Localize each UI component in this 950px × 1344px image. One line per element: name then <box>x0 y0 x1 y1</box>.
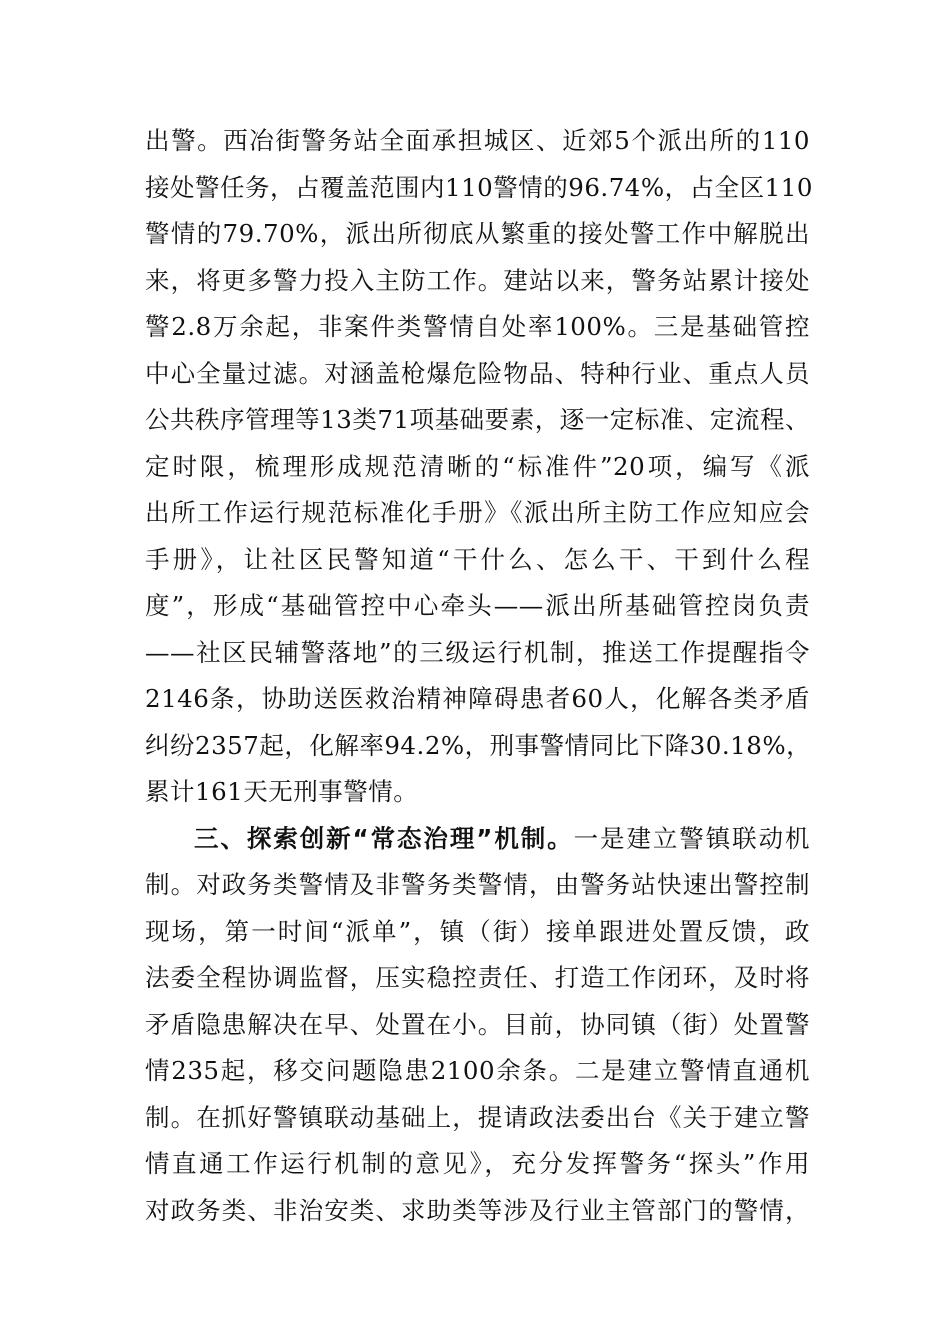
text-line: 警2.8万余起，非案件类警情自处率100%。三是基础管控 <box>145 312 810 341</box>
text-line: 手册》，让社区民警知道“干什么、怎么干、干到什么程 <box>145 544 810 574</box>
text-line: 累计161天无刑事警情。 <box>145 777 419 806</box>
text-line: 2146条，协助送医救治精神障碍患者60人，化解各类矛盾 <box>145 684 810 713</box>
text-line: 制。对政务类警情及非警务类警情，由警务站快速出警控制 <box>145 870 810 899</box>
text-line: 公共秩序管理等13类71项基础要素，逐一定标准、定流程、 <box>145 405 810 434</box>
section-first-line <box>145 816 810 863</box>
text-line: 定时限，梳理形成规范清晰的“标准件”20项，编写《派 <box>145 451 810 481</box>
text-line: 中心全量过滤。对涵盖枪爆危险物品、特种行业、重点人员 <box>145 358 810 388</box>
text-line: 接处警任务，占覆盖范围内110警情的96.74%，占全区110 <box>145 172 813 202</box>
text-line: 度”，形成“基础管控中心牵头——派出所基础管控岗负责 <box>145 591 810 620</box>
text-line: 法委全程协调监督，压实稳控责任、打造工作闭环，及时将 <box>145 963 810 992</box>
text-line: ——社区民辅警落地”的三级运行机制，推送工作提醒指令 <box>145 637 810 667</box>
text-line: 情235起，移交问题隐患2100余条。二是建立警情直通机 <box>145 1056 810 1085</box>
text-line: 对政务类、非治安类、求助类等涉及行业主管部门的警情， <box>145 1195 810 1225</box>
text-line: 来，将更多警力投入主防工作。建站以来，警务站累计接处 <box>145 265 810 295</box>
paragraph-police-dispatch <box>145 118 813 816</box>
text-line: 现场，第一时间“派单”，镇（街）接单跟进处置反馈，政 <box>145 916 810 946</box>
section-first-line-text: 一是建立警镇联动机 <box>573 823 811 853</box>
text-line: 纠纷2357起，化解率94.2%，刑事警情同比下降30.18%， <box>145 730 812 760</box>
text-line: 警情的79.70%，派出所彻底从繁重的接处警工作中解脱出 <box>145 219 810 248</box>
text-line: 出所工作运行规范标准化手册》《派出所主防工作应知应会 <box>145 498 810 527</box>
paragraph-normal-governance <box>145 816 810 1235</box>
document-body <box>145 118 813 1234</box>
text-line: 情直通工作运行机制的意见》，充分发挥警务“探头”作用 <box>145 1149 810 1178</box>
text-line: 矛盾隐患解决在早、处置在小。目前，协同镇（街）处置警 <box>145 1009 810 1039</box>
section-heading: 三、探索创新“常态治理”机制。 <box>194 823 574 853</box>
text-line: 出警。西冶街警务站全面承担城区、近郊5个派出所的110 <box>145 126 810 155</box>
text-line: 制。在抓好警镇联动基础上，提请政法委出台《关于建立警 <box>145 1102 810 1132</box>
